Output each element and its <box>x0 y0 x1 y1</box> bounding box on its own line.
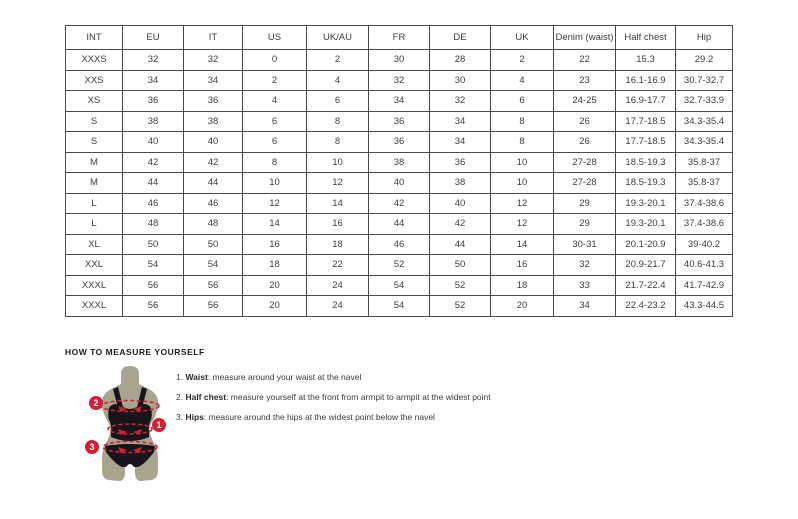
table-cell: 26 <box>554 111 616 132</box>
badge-hips-number: 3 <box>89 442 95 453</box>
step-label: Waist <box>185 372 208 382</box>
table-cell: 34.3-35.4 <box>676 132 733 153</box>
table-cell: 32 <box>369 70 430 91</box>
table-cell: 56 <box>123 275 184 296</box>
column-header: US <box>243 26 307 50</box>
table-cell: 36 <box>430 152 491 173</box>
table-cell: 32 <box>123 50 184 71</box>
table-cell: 44 <box>184 173 243 194</box>
table-cell: 14 <box>491 234 554 255</box>
table-cell: 29 <box>554 214 616 235</box>
table-cell: 29 <box>554 193 616 214</box>
table-cell: 16 <box>491 255 554 276</box>
table-row <box>66 255 733 276</box>
step-number: 2. <box>176 392 186 402</box>
table-cell: 6 <box>243 132 307 153</box>
table-cell: XXXL <box>66 296 123 317</box>
table-cell: 19.3-20.1 <box>616 214 676 235</box>
table-cell: 30 <box>369 50 430 71</box>
table-cell: 39-40.2 <box>676 234 733 255</box>
table-cell: 40 <box>430 193 491 214</box>
table-cell: 18 <box>307 234 369 255</box>
table-cell: 37.4-38.6 <box>676 193 733 214</box>
size-table-header-row <box>66 26 733 50</box>
step-label: Half chest <box>185 392 227 402</box>
table-cell: 34.3-35.4 <box>676 111 733 132</box>
table-cell: 34 <box>554 296 616 317</box>
table-cell: 23 <box>554 70 616 91</box>
table-cell: S <box>66 111 123 132</box>
table-cell: 42 <box>430 214 491 235</box>
table-cell: 26 <box>554 132 616 153</box>
table-cell: 17.7-18.5 <box>616 111 676 132</box>
table-cell: 28 <box>430 50 491 71</box>
table-cell: 16 <box>307 214 369 235</box>
table-cell: 20 <box>243 296 307 317</box>
table-cell: S <box>66 132 123 153</box>
table-row <box>66 193 733 214</box>
measure-steps-list <box>176 372 491 432</box>
table-cell: 46 <box>123 193 184 214</box>
table-cell: 12 <box>307 173 369 194</box>
table-cell: 4 <box>243 91 307 112</box>
table-cell: XXL <box>66 255 123 276</box>
table-cell: 29.2 <box>676 50 733 71</box>
table-cell: 36 <box>184 91 243 112</box>
table-cell: 52 <box>430 296 491 317</box>
table-cell: 56 <box>184 296 243 317</box>
table-row <box>66 234 733 255</box>
table-cell: 36 <box>369 132 430 153</box>
table-cell: XXXL <box>66 275 123 296</box>
table-cell: 17.7-18.5 <box>616 132 676 153</box>
table-cell: 8 <box>307 132 369 153</box>
table-cell: 52 <box>369 255 430 276</box>
table-cell: 44 <box>123 173 184 194</box>
table-cell: 6 <box>307 91 369 112</box>
table-cell: 12 <box>491 214 554 235</box>
table-cell: 38 <box>184 111 243 132</box>
table-cell: 6 <box>243 111 307 132</box>
table-cell: 50 <box>184 234 243 255</box>
table-cell: 18.5-19.3 <box>616 173 676 194</box>
table-cell: 20.1-20.9 <box>616 234 676 255</box>
table-cell: 48 <box>184 214 243 235</box>
table-cell: 16.1-16.9 <box>616 70 676 91</box>
table-cell: 56 <box>184 275 243 296</box>
table-cell: 18 <box>491 275 554 296</box>
table-cell: M <box>66 173 123 194</box>
measure-step <box>176 372 491 383</box>
table-cell: 14 <box>243 214 307 235</box>
table-cell: 12 <box>491 193 554 214</box>
table-cell: 2 <box>243 70 307 91</box>
table-cell: 20 <box>491 296 554 317</box>
table-cell: 32 <box>430 91 491 112</box>
table-row <box>66 214 733 235</box>
table-cell: 33 <box>554 275 616 296</box>
table-row <box>66 111 733 132</box>
table-cell: 40 <box>369 173 430 194</box>
table-cell: 35.8-37 <box>676 152 733 173</box>
table-cell: 46 <box>184 193 243 214</box>
table-cell: 24 <box>307 296 369 317</box>
table-cell: 18.5-19.3 <box>616 152 676 173</box>
table-cell: 4 <box>307 70 369 91</box>
table-cell: 56 <box>123 296 184 317</box>
table-cell: XS <box>66 91 123 112</box>
table-cell: 10 <box>307 152 369 173</box>
table-cell: 18 <box>243 255 307 276</box>
table-cell: 30.7-32.7 <box>676 70 733 91</box>
measurement-illustration <box>75 360 185 510</box>
column-header: DE <box>430 26 491 50</box>
size-table-body <box>66 50 733 317</box>
table-cell: 32 <box>554 255 616 276</box>
table-cell: 32 <box>184 50 243 71</box>
table-cell: 34 <box>430 111 491 132</box>
table-cell: 44 <box>369 214 430 235</box>
table-cell: 50 <box>430 255 491 276</box>
table-cell: 54 <box>369 296 430 317</box>
swimsuit-top <box>108 404 152 441</box>
table-cell: 37.4-38.6 <box>676 214 733 235</box>
table-cell: 16 <box>243 234 307 255</box>
column-header: Half chest <box>616 26 676 50</box>
step-text: : measure around the hips at the widest point below the navel <box>203 412 435 422</box>
table-cell: 52 <box>430 275 491 296</box>
table-cell: 19.3-20.1 <box>616 193 676 214</box>
table-cell: 2 <box>491 50 554 71</box>
table-cell: 20 <box>243 275 307 296</box>
table-cell: 48 <box>123 214 184 235</box>
table-cell: 43.3-44.5 <box>676 296 733 317</box>
table-cell: 54 <box>369 275 430 296</box>
table-cell: 8 <box>243 152 307 173</box>
table-cell: 4 <box>491 70 554 91</box>
table-cell: 22 <box>307 255 369 276</box>
table-cell: 32.7-33.9 <box>676 91 733 112</box>
table-cell: 15.3 <box>616 50 676 71</box>
step-text: : measure yourself at the front from armpit to armpit at the widest point <box>226 392 491 402</box>
table-cell: 8 <box>307 111 369 132</box>
table-cell: 10 <box>491 152 554 173</box>
table-cell: 36 <box>369 111 430 132</box>
table-row <box>66 296 733 317</box>
measure-section-title: HOW TO MEASURE YOURSELF <box>65 347 205 357</box>
table-cell: XXXS <box>66 50 123 71</box>
table-row <box>66 132 733 153</box>
table-cell: 35.8-37 <box>676 173 733 194</box>
table-cell: 54 <box>123 255 184 276</box>
table-cell: 34 <box>369 91 430 112</box>
table-cell: 27-28 <box>554 173 616 194</box>
table-cell: XL <box>66 234 123 255</box>
table-cell: 38 <box>123 111 184 132</box>
table-cell: 22 <box>554 50 616 71</box>
table-cell: 34 <box>430 132 491 153</box>
table-cell: 2 <box>307 50 369 71</box>
column-header: Denim (waist) <box>554 26 616 50</box>
table-cell: 34 <box>123 70 184 91</box>
table-row <box>66 91 733 112</box>
table-cell: M <box>66 152 123 173</box>
table-cell: 54 <box>184 255 243 276</box>
table-row <box>66 50 733 71</box>
step-label: Hips <box>185 412 204 422</box>
table-row <box>66 173 733 194</box>
table-cell: XXS <box>66 70 123 91</box>
table-cell: 40 <box>123 132 184 153</box>
table-cell: 22.4-23.2 <box>616 296 676 317</box>
column-header: IT <box>184 26 243 50</box>
badge-chest-number: 2 <box>93 398 99 409</box>
step-text: : measure around your waist at the navel <box>207 372 362 382</box>
table-cell: 44 <box>430 234 491 255</box>
table-cell: 20.9-21.7 <box>616 255 676 276</box>
table-cell: 21.7-22.4 <box>616 275 676 296</box>
table-cell: 50 <box>123 234 184 255</box>
table-row <box>66 275 733 296</box>
table-cell: 27-28 <box>554 152 616 173</box>
table-cell: 12 <box>243 193 307 214</box>
table-cell: 42 <box>369 193 430 214</box>
badge-waist-number: 1 <box>156 420 162 431</box>
table-cell: 36 <box>123 91 184 112</box>
table-cell: 40 <box>184 132 243 153</box>
column-header: UK/AU <box>307 26 369 50</box>
table-cell: 30 <box>430 70 491 91</box>
table-cell: L <box>66 214 123 235</box>
measure-step <box>176 392 491 403</box>
table-cell: 8 <box>491 132 554 153</box>
table-cell: L <box>66 193 123 214</box>
step-number: 3. <box>176 412 186 422</box>
table-row <box>66 152 733 173</box>
table-cell: 40.6-41.3 <box>676 255 733 276</box>
column-header: UK <box>491 26 554 50</box>
table-cell: 24-25 <box>554 91 616 112</box>
table-cell: 10 <box>491 173 554 194</box>
table-cell: 42 <box>184 152 243 173</box>
column-header: INT <box>66 26 123 50</box>
column-header: Hip <box>676 26 733 50</box>
table-cell: 24 <box>307 275 369 296</box>
measure-step <box>176 412 491 423</box>
table-cell: 34 <box>184 70 243 91</box>
table-cell: 0 <box>243 50 307 71</box>
size-chart-table <box>65 25 733 317</box>
table-cell: 6 <box>491 91 554 112</box>
column-header: FR <box>369 26 430 50</box>
table-cell: 38 <box>369 152 430 173</box>
table-cell: 8 <box>491 111 554 132</box>
table-cell: 42 <box>123 152 184 173</box>
table-cell: 38 <box>430 173 491 194</box>
table-cell: 10 <box>243 173 307 194</box>
table-cell: 30-31 <box>554 234 616 255</box>
table-cell: 46 <box>369 234 430 255</box>
column-header: EU <box>123 26 184 50</box>
table-row <box>66 70 733 91</box>
step-number: 1. <box>176 372 186 382</box>
table-cell: 14 <box>307 193 369 214</box>
table-cell: 41.7-42.9 <box>676 275 733 296</box>
table-cell: 16.9-17.7 <box>616 91 676 112</box>
